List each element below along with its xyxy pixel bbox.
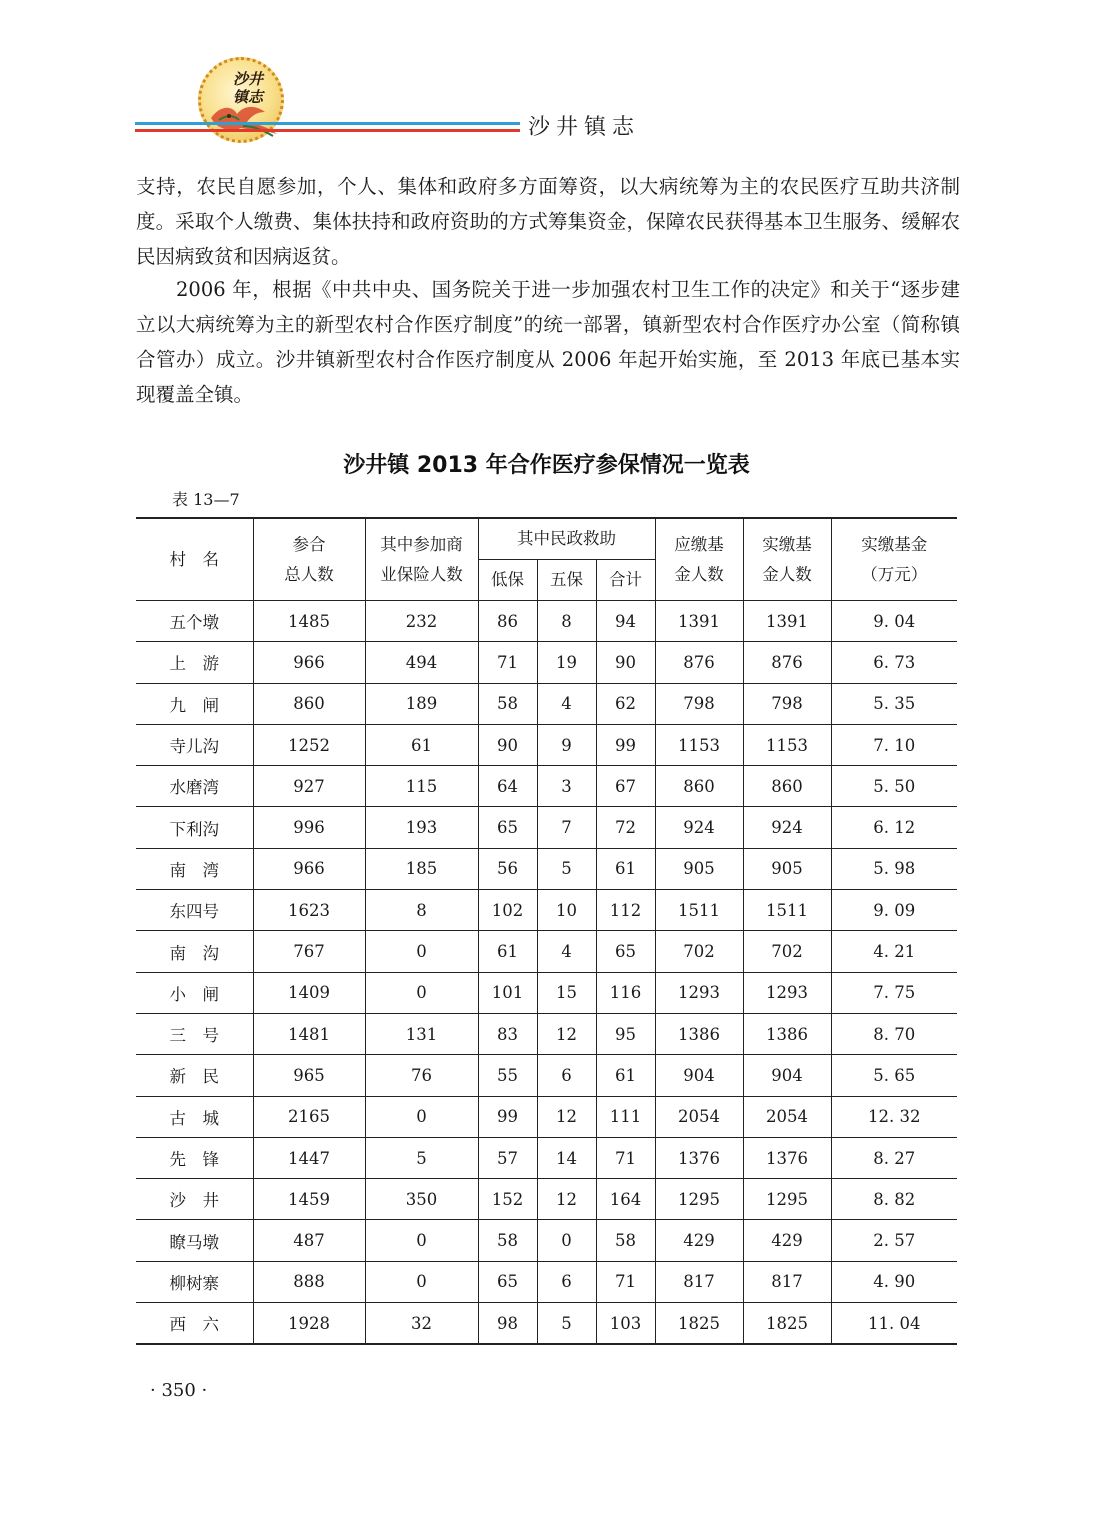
table-row [136,848,957,889]
running-title: 沙井镇志 [528,115,641,140]
due-count-cell: 905 [655,848,743,889]
table-row [136,766,957,807]
fund-amount-cell: 5. 98 [831,848,957,889]
table-row [136,1303,957,1345]
fund-amount-cell: 5. 65 [831,1055,957,1096]
village-name-cell: 五个墩 [136,601,253,642]
village-name-cell: 上 游 [136,642,253,683]
commercial-count-cell: 232 [365,601,478,642]
village-name-cell: 西 六 [136,1303,253,1345]
dibao-count-cell: 56 [478,848,537,889]
total-count-cell: 927 [253,766,365,807]
paid-count-cell: 1153 [743,724,831,765]
body-paragraph-2: 2006 年，根据《中共中央、国务院关于进一步加强农村卫生工作的决定》和关于“逐步建立以大病统筹为主的新型农村合作医疗制度”的统一部署，镇新型农村合作医疗办公室（简称镇合管办）成立。沙井镇新型农村合作医疗制度从 2006 年起开始实施，至 2013 年底已基本实现覆盖全镇。 [136,278,960,406]
fund-amount-cell: 9. 09 [831,890,957,931]
total-count-cell: 1459 [253,1179,365,1220]
fund-amount-cell: 8. 27 [831,1137,957,1178]
village-name-cell: 水磨湾 [136,766,253,807]
fund-amount-cell: 8. 82 [831,1179,957,1220]
due-count-cell: 924 [655,807,743,848]
paid-count-cell: 860 [743,766,831,807]
wubao-count-cell: 8 [537,601,596,642]
fund-amount-cell: 12. 32 [831,1096,957,1137]
dibao-count-cell: 58 [478,683,537,724]
dibao-count-cell: 101 [478,972,537,1013]
paid-count-cell: 924 [743,807,831,848]
wubao-count-cell: 9 [537,724,596,765]
due-count-cell: 860 [655,766,743,807]
dibao-count-cell: 102 [478,890,537,931]
commercial-count-cell: 32 [365,1303,478,1345]
dibao-count-cell: 98 [478,1303,537,1345]
paid-count-cell: 1295 [743,1179,831,1220]
commercial-count-cell: 193 [365,807,478,848]
table-row [136,1137,957,1178]
total-count-cell: 1252 [253,724,365,765]
table-row [136,683,957,724]
wubao-count-cell: 6 [537,1261,596,1302]
paid-count-cell: 1386 [743,1013,831,1054]
due-count-cell: 817 [655,1261,743,1302]
village-name-cell: 九 闸 [136,683,253,724]
total-count-cell: 860 [253,683,365,724]
table-row [136,1096,957,1137]
aid-subtotal-cell: 95 [596,1013,655,1054]
commercial-count-cell: 350 [365,1179,478,1220]
table-row [136,1261,957,1302]
aid-subtotal-cell: 164 [596,1179,655,1220]
table-row [136,931,957,972]
commercial-count-cell: 0 [365,1220,478,1261]
aid-subtotal-cell: 61 [596,848,655,889]
paid-count-cell: 1293 [743,972,831,1013]
table-number: 表 13—7 [172,490,240,509]
village-name-cell: 古 城 [136,1096,253,1137]
aid-subtotal-cell: 62 [596,683,655,724]
wubao-count-cell: 12 [537,1096,596,1137]
due-count-cell: 1391 [655,601,743,642]
total-count-cell: 1623 [253,890,365,931]
village-name-cell: 小 闸 [136,972,253,1013]
header-due: 应缴基 金人数 [655,518,743,601]
fund-amount-cell: 9. 04 [831,601,957,642]
fund-amount-cell: 6. 73 [831,642,957,683]
dibao-count-cell: 61 [478,931,537,972]
commercial-count-cell: 0 [365,972,478,1013]
wubao-count-cell: 0 [537,1220,596,1261]
village-name-cell: 先 锋 [136,1137,253,1178]
total-count-cell: 966 [253,848,365,889]
paid-count-cell: 1825 [743,1303,831,1345]
due-count-cell: 2054 [655,1096,743,1137]
due-count-cell: 1153 [655,724,743,765]
wubao-count-cell: 15 [537,972,596,1013]
dibao-count-cell: 65 [478,1261,537,1302]
paid-count-cell: 904 [743,1055,831,1096]
due-count-cell: 1386 [655,1013,743,1054]
village-name-cell: 南 湾 [136,848,253,889]
header-rule-red [135,129,520,132]
total-count-cell: 1447 [253,1137,365,1178]
commercial-count-cell: 5 [365,1137,478,1178]
total-count-cell: 966 [253,642,365,683]
commercial-count-cell: 76 [365,1055,478,1096]
table-row [136,1220,957,1261]
dibao-count-cell: 57 [478,1137,537,1178]
due-count-cell: 1825 [655,1303,743,1345]
dibao-count-cell: 65 [478,807,537,848]
fund-amount-cell: 2. 57 [831,1220,957,1261]
wubao-count-cell: 5 [537,1303,596,1345]
total-count-cell: 767 [253,931,365,972]
header-commercial: 其中参加商 业保险人数 [365,518,478,601]
wubao-count-cell: 4 [537,683,596,724]
dibao-count-cell: 99 [478,1096,537,1137]
paid-count-cell: 905 [743,848,831,889]
commercial-count-cell: 0 [365,931,478,972]
village-name-cell: 瞭马墩 [136,1220,253,1261]
table-row [136,807,957,848]
table-row [136,972,957,1013]
wubao-count-cell: 10 [537,890,596,931]
table-row [136,1013,957,1054]
aid-subtotal-cell: 71 [596,1261,655,1302]
commercial-count-cell: 8 [365,890,478,931]
header-subtotal: 合计 [596,560,655,601]
commercial-count-cell: 131 [365,1013,478,1054]
dibao-count-cell: 152 [478,1179,537,1220]
fund-amount-cell: 6. 12 [831,807,957,848]
due-count-cell: 1293 [655,972,743,1013]
logo-text: 沙井 镇志 [232,70,263,106]
table-row [136,890,957,931]
total-count-cell: 1485 [253,601,365,642]
header-total: 参合 总人数 [253,518,365,601]
aid-subtotal-cell: 67 [596,766,655,807]
wubao-count-cell: 19 [537,642,596,683]
aid-subtotal-cell: 65 [596,931,655,972]
aid-subtotal-cell: 72 [596,807,655,848]
body-paragraph-1: 支持，农民自愿参加，个人、集体和政府多方面筹资，以大病统筹为主的农民医疗互助共济制度。采取个人缴费、集体扶持和政府资助的方式筹集资金，保障农民获得基本卫生服务、缓解农民因病致贫和因病返贫。 [136,175,960,268]
paid-count-cell: 798 [743,683,831,724]
dibao-count-cell: 55 [478,1055,537,1096]
header-rule-blue [135,122,520,125]
due-count-cell: 1295 [655,1179,743,1220]
village-name-cell: 柳树寨 [136,1261,253,1302]
total-count-cell: 1481 [253,1013,365,1054]
aid-subtotal-cell: 111 [596,1096,655,1137]
total-count-cell: 965 [253,1055,365,1096]
village-name-cell: 新 民 [136,1055,253,1096]
dibao-count-cell: 64 [478,766,537,807]
due-count-cell: 702 [655,931,743,972]
dibao-count-cell: 90 [478,724,537,765]
table-title: 沙井镇 2013 年合作医疗参保情况一览表 [343,453,750,478]
village-name-cell: 下利沟 [136,807,253,848]
aid-subtotal-cell: 71 [596,1137,655,1178]
village-name-cell: 沙 井 [136,1179,253,1220]
due-count-cell: 429 [655,1220,743,1261]
paid-count-cell: 702 [743,931,831,972]
total-count-cell: 888 [253,1261,365,1302]
commercial-count-cell: 61 [365,724,478,765]
header-civil-aid: 其中民政救助 [478,518,655,560]
total-count-cell: 2165 [253,1096,365,1137]
table-row [136,601,957,642]
table-row [136,1179,957,1220]
fund-amount-cell: 4. 90 [831,1261,957,1302]
dibao-count-cell: 58 [478,1220,537,1261]
fund-amount-cell: 11. 04 [831,1303,957,1345]
total-count-cell: 1409 [253,972,365,1013]
due-count-cell: 1511 [655,890,743,931]
aid-subtotal-cell: 112 [596,890,655,931]
fund-amount-cell: 7. 10 [831,724,957,765]
due-count-cell: 1376 [655,1137,743,1178]
paid-count-cell: 1391 [743,601,831,642]
header-dibao: 低保 [478,560,537,601]
fund-amount-cell: 5. 35 [831,683,957,724]
due-count-cell: 798 [655,683,743,724]
commercial-count-cell: 115 [365,766,478,807]
due-count-cell: 876 [655,642,743,683]
paid-count-cell: 1376 [743,1137,831,1178]
dibao-count-cell: 86 [478,601,537,642]
wubao-count-cell: 3 [537,766,596,807]
paid-count-cell: 817 [743,1261,831,1302]
village-name-cell: 三 号 [136,1013,253,1054]
wubao-count-cell: 12 [537,1179,596,1220]
aid-subtotal-cell: 103 [596,1303,655,1345]
wubao-count-cell: 7 [537,807,596,848]
fund-amount-cell: 8. 70 [831,1013,957,1054]
aid-subtotal-cell: 94 [596,601,655,642]
table-body [136,601,957,1345]
due-count-cell: 904 [655,1055,743,1096]
header-village: 村 名 [136,518,253,601]
commercial-count-cell: 494 [365,642,478,683]
dibao-count-cell: 83 [478,1013,537,1054]
paid-count-cell: 429 [743,1220,831,1261]
total-count-cell: 996 [253,807,365,848]
wubao-count-cell: 12 [537,1013,596,1054]
dibao-count-cell: 71 [478,642,537,683]
total-count-cell: 487 [253,1220,365,1261]
aid-subtotal-cell: 99 [596,724,655,765]
insurance-table [136,517,957,1345]
aid-subtotal-cell: 90 [596,642,655,683]
table-row [136,724,957,765]
village-name-cell: 南 沟 [136,931,253,972]
commercial-count-cell: 185 [365,848,478,889]
header-paid: 实缴基 金人数 [743,518,831,601]
village-name-cell: 寺儿沟 [136,724,253,765]
page-number: · 350 · [150,1380,208,1401]
total-count-cell: 1928 [253,1303,365,1345]
aid-subtotal-cell: 58 [596,1220,655,1261]
page-header [0,0,1093,150]
paid-count-cell: 876 [743,642,831,683]
phoenix-icon [207,96,281,140]
commercial-count-cell: 189 [365,683,478,724]
wubao-count-cell: 6 [537,1055,596,1096]
table-row [136,642,957,683]
header-fund: 实缴基金 （万元） [831,518,957,601]
paid-count-cell: 2054 [743,1096,831,1137]
commercial-count-cell: 0 [365,1261,478,1302]
commercial-count-cell: 0 [365,1096,478,1137]
fund-amount-cell: 7. 75 [831,972,957,1013]
village-name-cell: 东四号 [136,890,253,931]
aid-subtotal-cell: 61 [596,1055,655,1096]
fund-amount-cell: 4. 21 [831,931,957,972]
fund-amount-cell: 5. 50 [831,766,957,807]
wubao-count-cell: 5 [537,848,596,889]
header-wubao: 五保 [537,560,596,601]
table-row [136,1055,957,1096]
paid-count-cell: 1511 [743,890,831,931]
aid-subtotal-cell: 116 [596,972,655,1013]
wubao-count-cell: 4 [537,931,596,972]
wubao-count-cell: 14 [537,1137,596,1178]
